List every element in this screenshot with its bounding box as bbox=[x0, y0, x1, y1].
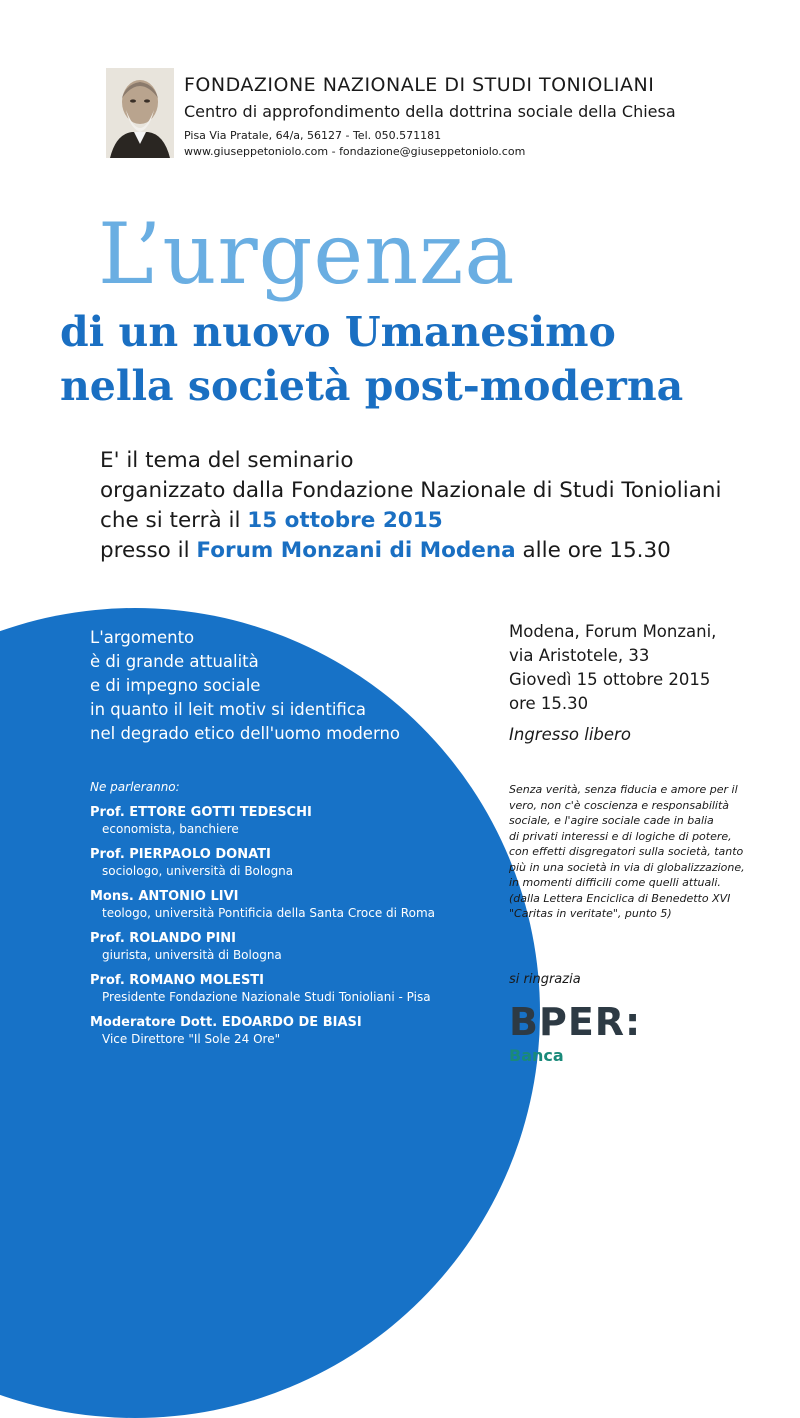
org-subtitle: Centro di approfondimento della dottrina sociale della Chiesa bbox=[184, 102, 676, 121]
quote-line: Senza verità, senza fiducia e amore per il bbox=[509, 783, 738, 796]
quote-line: con effetti disgregatori sulla società, tanto bbox=[509, 845, 744, 858]
title-line2: di un nuovo Umanesimo bbox=[60, 308, 616, 356]
quote-line: "Caritas in veritate", punto 5) bbox=[509, 907, 672, 920]
intro-line3 bbox=[100, 506, 722, 536]
argument-line: L'argomento bbox=[90, 628, 195, 647]
speaker-item bbox=[90, 846, 435, 880]
argument-text bbox=[90, 626, 400, 746]
argument-line: nel degrado etico dell'uomo moderno bbox=[90, 724, 400, 743]
argument-line: è di grande attualità bbox=[90, 652, 259, 671]
org-address: Pisa Via Pratale, 64/a, 56127 - Tel. 050.571181 bbox=[184, 129, 442, 142]
venue-line: Modena, Forum Monzani, bbox=[509, 622, 717, 641]
venue-line: Giovedì 15 ottobre 2015 bbox=[509, 670, 711, 689]
org-name: FONDAZIONE NAZIONALE DI STUDI TONIOLIANI bbox=[184, 74, 655, 96]
speaker-role: teologo, università Pontificia della Santa Croce di Roma bbox=[102, 906, 435, 920]
intro-line4-prefix: presso il bbox=[100, 538, 197, 563]
argument-line: e di impegno sociale bbox=[90, 676, 261, 695]
intro-line1: E' il tema del seminario bbox=[100, 448, 354, 473]
venue-info bbox=[509, 620, 716, 716]
org-web-contacts: www.giuseppetoniolo.com - fondazione@giuseppetoniolo.com bbox=[184, 145, 526, 158]
speaker-name: Mons. ANTONIO LIVI bbox=[90, 889, 239, 904]
quote-line: vero, non c'è coscienza e responsabilità bbox=[509, 798, 730, 812]
speaker-role: Presidente Fondazione Nazionale Studi Tonioliani - Pisa bbox=[102, 990, 431, 1004]
intro-line3-prefix: che si terrà il bbox=[100, 508, 248, 533]
event-place: Forum Monzani di Modena bbox=[196, 538, 516, 563]
intro-line2: organizzato dalla Fondazione Nazionale di Studi Tonioliani bbox=[100, 478, 722, 503]
speaker-name: Prof. ETTORE GOTTI TEDESCHI bbox=[90, 805, 312, 820]
speaker-name: Prof. ROMANO MOLESTI bbox=[90, 973, 265, 988]
quote-line: di privati interessi e di logiche di potere, bbox=[509, 829, 732, 843]
quote-line: più in una società in via di globalizzazione, bbox=[509, 860, 745, 874]
venue-line: ore 15.30 bbox=[509, 694, 589, 713]
speaker-role: Vice Direttore "Il Sole 24 Ore" bbox=[102, 1032, 281, 1046]
argument-line: in quanto il leit motiv si identifica bbox=[90, 700, 366, 719]
speaker-name: Moderatore Dott. EDOARDO DE BIASI bbox=[90, 1015, 362, 1030]
quote-line: (dalla Lettera Enciclica di Benedetto XVI bbox=[509, 891, 731, 905]
speaker-item bbox=[90, 972, 435, 1006]
bper-logo-sub: Banca bbox=[509, 1046, 564, 1065]
quote-line: in momenti difficili come quelli attuali. bbox=[509, 876, 721, 889]
speaker-name: Prof. PIERPAOLO DONATI bbox=[90, 847, 271, 862]
encyclical-quote bbox=[509, 782, 745, 922]
bper-logo: BPER: bbox=[509, 1000, 642, 1044]
speaker-role: giurista, università di Bologna bbox=[102, 948, 282, 962]
title-line1: L’urgenza bbox=[98, 205, 516, 303]
free-entry: Ingresso libero bbox=[509, 725, 631, 744]
intro-text bbox=[100, 446, 722, 566]
speaker-item bbox=[90, 888, 435, 922]
speaker-item bbox=[90, 804, 435, 838]
speakers-heading: Ne parleranno: bbox=[90, 780, 180, 794]
speaker-item bbox=[90, 1014, 435, 1048]
speaker-role: sociologo, università di Bologna bbox=[102, 864, 294, 878]
toniolo-portrait bbox=[106, 68, 174, 158]
intro-line4-suffix: alle ore 15.30 bbox=[515, 538, 671, 563]
venue-line: via Aristotele, 33 bbox=[509, 646, 650, 665]
speaker-role: economista, banchiere bbox=[102, 822, 239, 836]
speaker-item bbox=[90, 930, 435, 964]
event-date: 15 ottobre 2015 bbox=[247, 508, 443, 533]
quote-line: sociale, e l'agire sociale cade in balia bbox=[509, 814, 714, 827]
speaker-name: Prof. ROLANDO PINI bbox=[90, 931, 237, 946]
thanks-label: si ringrazia bbox=[509, 972, 581, 987]
title-line3: nella società post-moderna bbox=[60, 362, 684, 410]
intro-line4 bbox=[100, 536, 722, 566]
speakers-list bbox=[90, 804, 435, 1056]
